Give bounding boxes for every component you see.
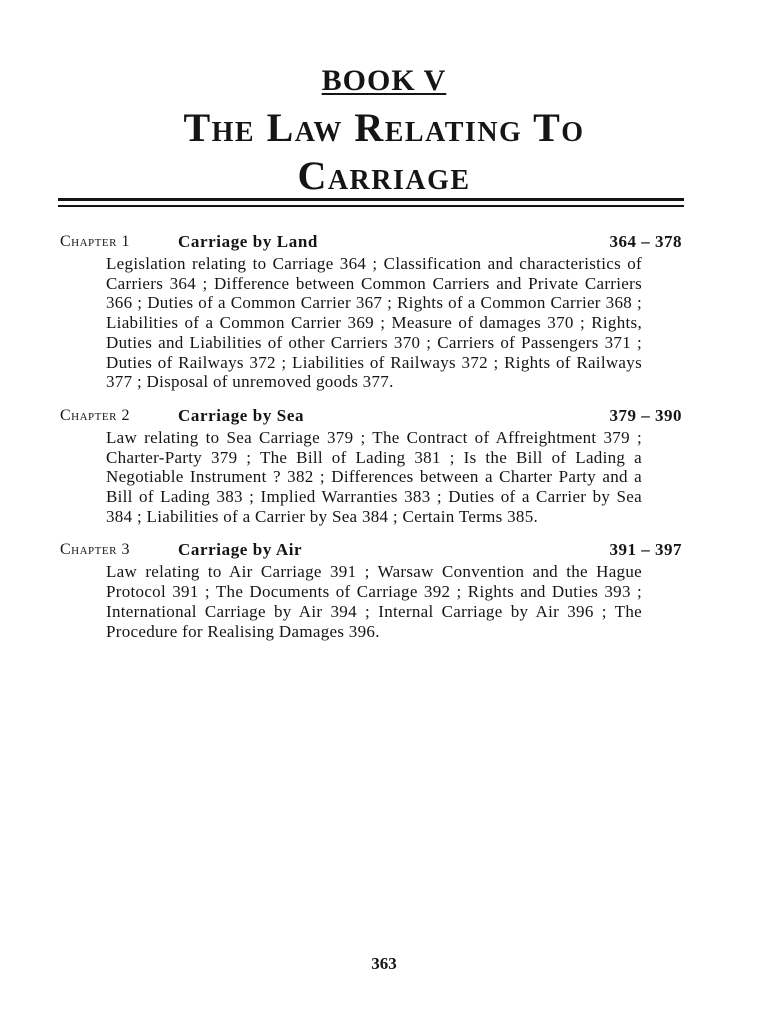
chapter-label: Chapter 3: [60, 541, 130, 559]
book-label: [0, 64, 768, 98]
chapter-entry-3: [60, 538, 682, 641]
chapter-summary: Law relating to Sea Carriage 379 ; The Contract of Affreightment 379 ; Charter-Party 379 ; The Bill of Lading 381 ; Is the Bill of Lading a Negotiable Instrument ? 382 ; Differences between a Charter Party and a Bill of Lading 383 ; Implied Warranties 383 ; Duties of a Carrier by Sea 384 ; Liabilities of a Carrier by Sea 384 ; Certain Terms 385.: [106, 427, 642, 526]
page-number: 363: [371, 954, 397, 973]
chapter-entry-1: [60, 230, 682, 392]
book-title-line-2: Carriage: [297, 153, 471, 198]
chapter-heading: [60, 404, 682, 428]
chapter-title: Carriage by Sea: [178, 405, 305, 425]
chapter-page-range: 364 – 378: [609, 232, 682, 251]
chapter-entry-2: [60, 404, 682, 527]
book-label-text: BOOK V: [321, 64, 447, 97]
chapter-label: Chapter 1: [60, 233, 130, 250]
chapter-page-range: 379 – 390: [609, 405, 682, 425]
title-rule-bottom: [58, 205, 684, 207]
chapter-summary: Legislation relating to Carriage 364 ; Classification and characteristics of Carriers 364 ; Difference between Common Carriers and Private Carriers 366 ; Duties of a Common Carrier 367 ; Rights of a Common Carrier 368 ; Liabilities of a Common Carrier 369 ; Measure of damages 370 ; Rights, Duties and Liabilities of other Carriers 370 ; Carriers of Passengers 371 ; Duties of Railways 372 ; Liabilities of Railways 372 ; Rights of Railways 377 ; Disposal of unremoved goods 377.: [106, 254, 642, 392]
chapter-title: Carriage by Air: [178, 540, 303, 560]
chapter-title: Carriage by Land: [178, 232, 318, 251]
chapter-page-range: 391 – 397: [609, 540, 682, 560]
chapter-heading: [60, 230, 682, 254]
chapter-summary: Law relating to Air Carriage 391 ; Warsaw Convention and the Hague Protocol 391 ; The Documents of Carriage 392 ; Rights and Duties 393 ; International Carriage by Air 394 ; Internal Carriage by Air 396 ; The Procedure for Realising Damages 396.: [106, 562, 642, 641]
chapter-heading: [60, 538, 682, 562]
title-rule-top: [58, 198, 684, 201]
chapter-label: Chapter 2: [60, 406, 130, 424]
book-title-line-1: The Law Relating To: [183, 105, 585, 150]
table-of-contents: [60, 230, 682, 653]
